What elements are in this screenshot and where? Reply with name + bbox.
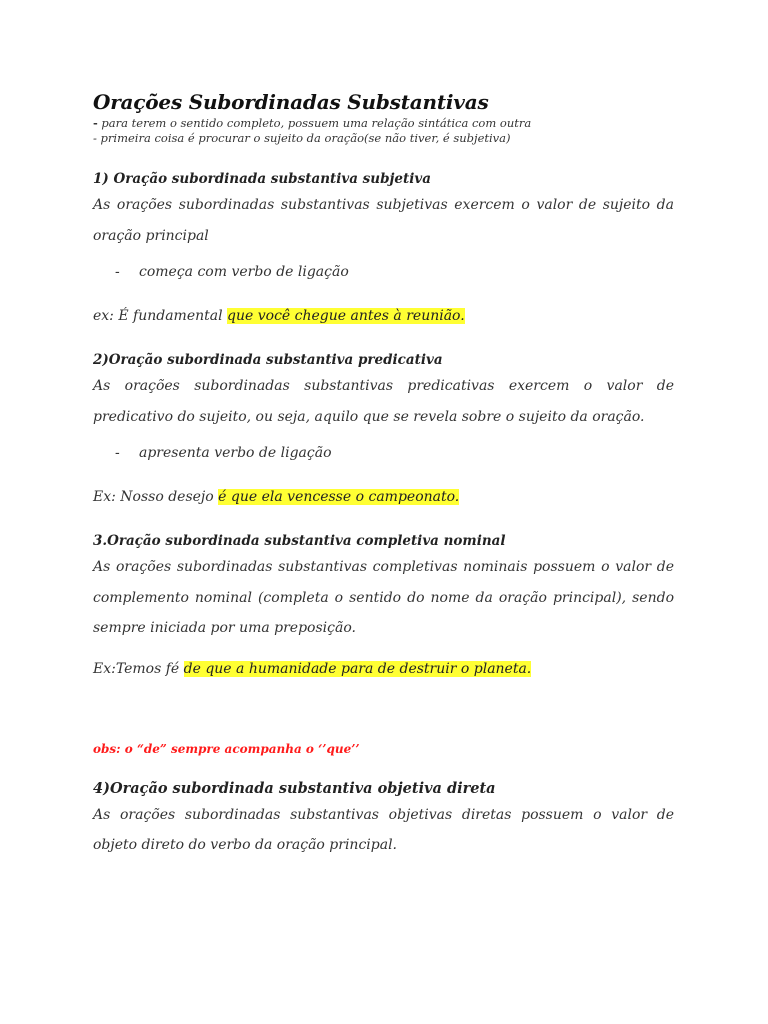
- section-1-bullet-text: começa com verbo de ligação: [139, 264, 349, 280]
- intro-line-2: - primeira coisa é procurar o sujeito da oração(se não tiver, é subjetiva): [93, 131, 511, 145]
- section-2-bullet: [93, 442, 674, 464]
- section-3-example-prefix: Ex:Temos fé: [93, 660, 184, 677]
- section-2-paragraph: As orações subordinadas substantivas predicativas exercem o valor de predicativo do sujeito, ou seja, aquilo que se revela sobre o sujeito da oração.: [93, 378, 674, 425]
- section-4-heading: 4)Oração subordinada substantiva objetiva direta: [93, 779, 496, 797]
- section-2-example-highlight: é que ela vencesse o campeonato.: [218, 489, 460, 505]
- section-2-example: [93, 486, 674, 508]
- section-3-heading: 3.Oração subordinada substantiva completiva nominal: [93, 533, 506, 549]
- obs-note: obs: o “de” sempre acompanha o ‘’que’’: [93, 741, 360, 756]
- section-3-example-highlight: de que a humanidade para de destruir o planeta.: [183, 660, 532, 677]
- intro-line-1: [93, 116, 674, 131]
- section-1-example-highlight: que você chegue antes à reunião.: [227, 308, 465, 324]
- section-1-example: [93, 305, 674, 327]
- section-4-paragraph: As orações subordinadas substantivas objetivas diretas possuem o valor de objeto direto do verbo da oração principal.: [93, 806, 674, 853]
- section-1-heading: 1) Oração subordinada substantiva subjetiva: [93, 171, 431, 187]
- bullet-dash: -: [115, 264, 120, 280]
- intro-line-1-text: para terem o sentido completo, possuem uma relação sintática com outra: [97, 116, 532, 130]
- section-1-bullet: [93, 261, 674, 283]
- section-2-heading: 2)Oração subordinada substantiva predicativa: [93, 352, 443, 368]
- document-title: Orações Subordinadas Substantivas: [93, 90, 489, 114]
- section-1-example-prefix: ex: É fundamental: [93, 308, 228, 324]
- section-2-example-prefix: Ex: Nosso desejo: [93, 489, 219, 505]
- section-1-paragraph: As orações subordinadas substantivas subjetivas exercem o valor de sujeito da oração principal: [93, 197, 674, 244]
- section-3-paragraph: As orações subordinadas substantivas completivas nominais possuem o valor de complemento nominal (completa o sentido do nome da oração principal), sendo sempre iniciada por uma preposição.: [93, 559, 674, 636]
- section-3-example: [93, 658, 674, 680]
- section-2-bullet-text: apresenta verbo de ligação: [139, 445, 332, 461]
- intro-dash: -: [93, 116, 98, 130]
- bullet-dash: -: [115, 445, 120, 461]
